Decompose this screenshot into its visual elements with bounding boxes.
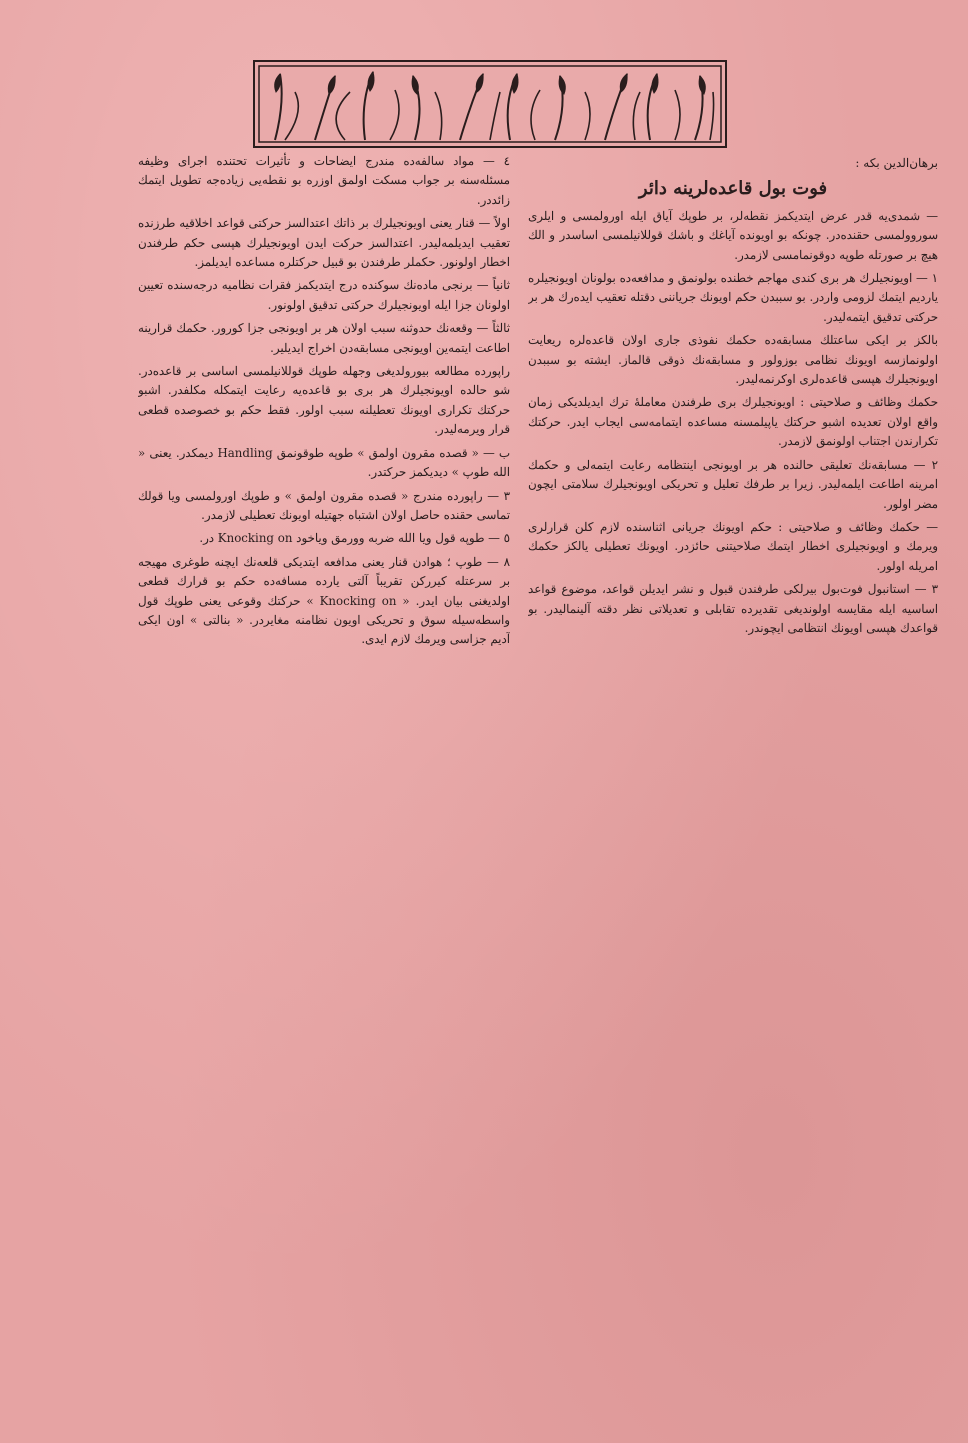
paragraph: اولاً — قنار یعنی اویونجیلرك بر ذاتك اعتدالسز حرکتی قواعد اخلاقیه طرزنده تعقیب ایدیلمه‌لیدر. اعتدالسز حرکت ایدن اویونجیلرك هپسی حکم طرفندن اخطار اولونور. حکملر طرفندن بو قبیل حرکتلره مساعده ایدیلمز. [138,216,510,270]
paragraph: ب — « قصده مقرون اولمق » طوپه طوقونمق Handling دیمکدر. یعنی « الله طوپ » دیدیکمز حرکتدر. [138,445,510,480]
paragraph: ٨ — طوپ ؛ هوادن قنار یعنی مدافعه ایتدیکی قلعه‌نك ایچنه طوغری مهیجه بر سرعتله کیررکن تقریباً آلتی یارده مسافه‌ده حکم بو قرارك قطعی اولدیغنی بیان ایدر. « Knocking on » حرکتك وقوعی یعنی طوپك قول واسطه‌سیله سوق و تحریکی اویون نظامنه مغایردر. « بنالتی » اون ایکی آدیم جزاسی ویرمك لازم ایدی. [138,554,510,647]
paragraph: بالکز بر ایکی ساعتلك مسابقه‌ده حکمك نفوذی جاری اولان قاعده‌لره ریعایت اولونمازسه اویونك نظامی بوزولور و مسابقه‌نك ذوقی قالماز. ایشته بو سببدن اویونجیلرك هپسی قاعده‌لری اوکرنمه‌لیدر. [528,333,938,387]
paragraph: حکمك وظائف و صلاحیتی : اویونجیلرك بری طرفندن معاملهٔ ترك ایدیلدیکی زمان واقع اولان تعدیده اشبو حرکتك یاپیلمسنه مساعده ایتمامه‌سی ایجاب ایدر. حرکتك تکرارندن اجتناب اولونمق لازمدر. [528,395,938,449]
paragraph: ٥ — طوپه قول ویا الله ضربه وورمق ویاخود Knocking on در. [199,531,510,546]
paragraph: راپورده مطالعه بیورولدیغی وجهله طوپك قوللانیلمسی اساسی بر قاعده‌در. شو حالده اویونجیلرك هر بری بو قاعده‌یه رعایت ایتمکله مکلفدر. اشبو حرکتك تکراری اویونك تعطیلنه سبب اولور. فقط حکم بو خصوصده قطعی قرار ویرمه‌لیدر. [138,364,510,437]
paragraph: ٢ — مسابقه‌نك تعلیقی حالنده هر بر اویونجی اینتظامه رعایت ایتمه‌لی و حکمك امرینه اطاعت ایلمه‌لیدر. زیرا بر طرفك تعلیل و تحریکی اویونجیلرك سلامتی ایچون مضر اولور. [528,457,938,511]
paragraph: — شمدی‌یه قدر عرض ایتدیکمز نقطه‌لر، بر طوپك آیاق ایله اورولمسی و ایلری سوروولمسی حقنده‌در. چونکه بو اویونده آیاغك و باشك قوللانیلمسی اساسدر و الك هیچ بر صورتله طوپه دوقونمامسی لازمدر. [528,208,938,262]
article-author: برهان‌الدین بکه : [855,156,938,170]
right-column [528,152,938,1342]
paragraph: ٣ — راپورده مندرج « قصده مقرون اولمق » و طوپك اورولمسی ویا قولك تماسی حقنده حاصل اولان اشتباه جهتیله اویونك تعطیلی لازمدر. [138,488,510,522]
paragraph: ٣ — استانبول فوت‌بول بیرلکی طرفندن قبول و نشر ایدیلن قواعد، موضوع قواعد اساسیه ایله مقایسه اولوندیغی تقدیرده تقابلی و تعدیلاتی نظر دقته آلینمالیدر. بو قواعدك هپسی اویونك انتظامی ایچوندر. [528,582,938,635]
snowdrop-flower-ornament-icon [255,62,725,146]
left-column [138,152,510,1342]
header-banner [253,60,727,148]
paragraph: ٤ — مواد سالفه‌ده مندرج ایضاحات و تأثیرات تحتنده اجرای وظیفه مسئله‌سنه بر جواب مسکت اولمق اوزره بو نقطه‌یی زیاده‌جه تطویل ایتمك زائددر. [138,154,510,207]
paragraph: ثالثاً — وقعه‌نك حدوثنه سبب اولان هر بر اویونجی جزا کورور. حکمك قرارینه اطاعت ایتمه‌ین اویونجی مسابقه‌دن اخراج ایدیلیر. [138,321,510,355]
paragraph: — حکمك وظائف و صلاحیتی : حکم اویونك جریانی اثناسنده لازم کلن قرارلری ویرمك و اویونجیلری اخطار ایتمك صلاحیتنی حائزدر. اویونك تعطیلی یالکز حکمك امریله اولور. [528,519,938,573]
article-title: فوت بول قاعده‌لرینه دائر [638,178,828,200]
paragraph: ثانیاً — برنجی ماده‌نك سوکنده درج ایتدیکمز فقرات نظامیه درجه‌سنده تعیین اولونان جزا ایله اویونجیلرك حرکتی تدقیق اولونور. [138,278,510,312]
paragraph: ١ — اویونجیلرك هر بری کندی مهاجم خطنده بولونمق و مدافعه‌ده بولونان اویونجیلره یاردیم ایتمك لزومی واردر. بو سببدن حکم اویونك جریاننی دقتله تعقیب ایده‌رك هر بر حرکتی تدقیق ایتمه‌لیدر. [528,271,938,324]
